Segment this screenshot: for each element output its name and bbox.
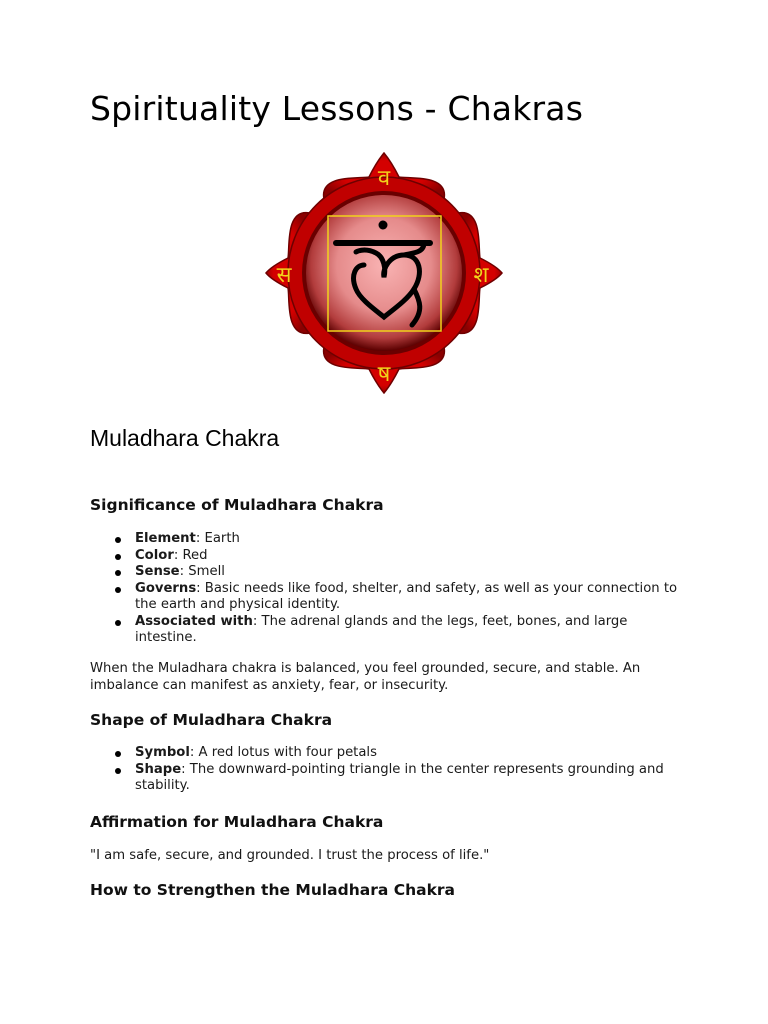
muladhara-chakra-illustration [264,149,504,397]
letter-bottom: ष [377,362,391,387]
letter-left: स [276,263,292,288]
significance-list [0,531,768,647]
list-item: Color: Red [0,548,768,565]
shape-heading: Shape of Muladhara Chakra [90,711,333,729]
affirmation-heading: Affirmation for Muladhara Chakra [90,813,384,831]
chakra-name-heading: Muladhara Chakra [90,425,280,451]
affirmation-quote: "I am safe, secure, and grounded. I trust the process of life." [90,848,490,863]
significance-heading: Significance of Muladhara Chakra [90,496,384,514]
list-item: Symbol: A red lotus with four petals [0,745,768,762]
shape-list [0,745,768,795]
letter-top: व [377,166,391,191]
list-item: Associated with: The adrenal glands and the legs, feet, bones, and large intestine. [0,614,768,647]
list-item: Shape: The downward-pointing triangle in the center represents grounding and stability. [0,762,768,795]
chakra-symbol-icon [264,149,504,397]
balance-paragraph: When the Muladhara chakra is balanced, you feel grounded, secure, and stable. An imbalance can manifest as anxiety, fear, or insecurity. [90,661,641,693]
strengthen-heading: How to Strengthen the Muladhara Chakra [90,881,455,899]
list-item: Element: Earth [0,531,768,548]
document-title: Spirituality Lessons - Chakras [90,89,584,128]
list-item: Sense: Smell [0,564,768,581]
letter-right: श [473,263,489,288]
list-item: Governs: Basic needs like food, shelter, and safety, as well as your connection to the earth and physical identity. [0,581,768,614]
